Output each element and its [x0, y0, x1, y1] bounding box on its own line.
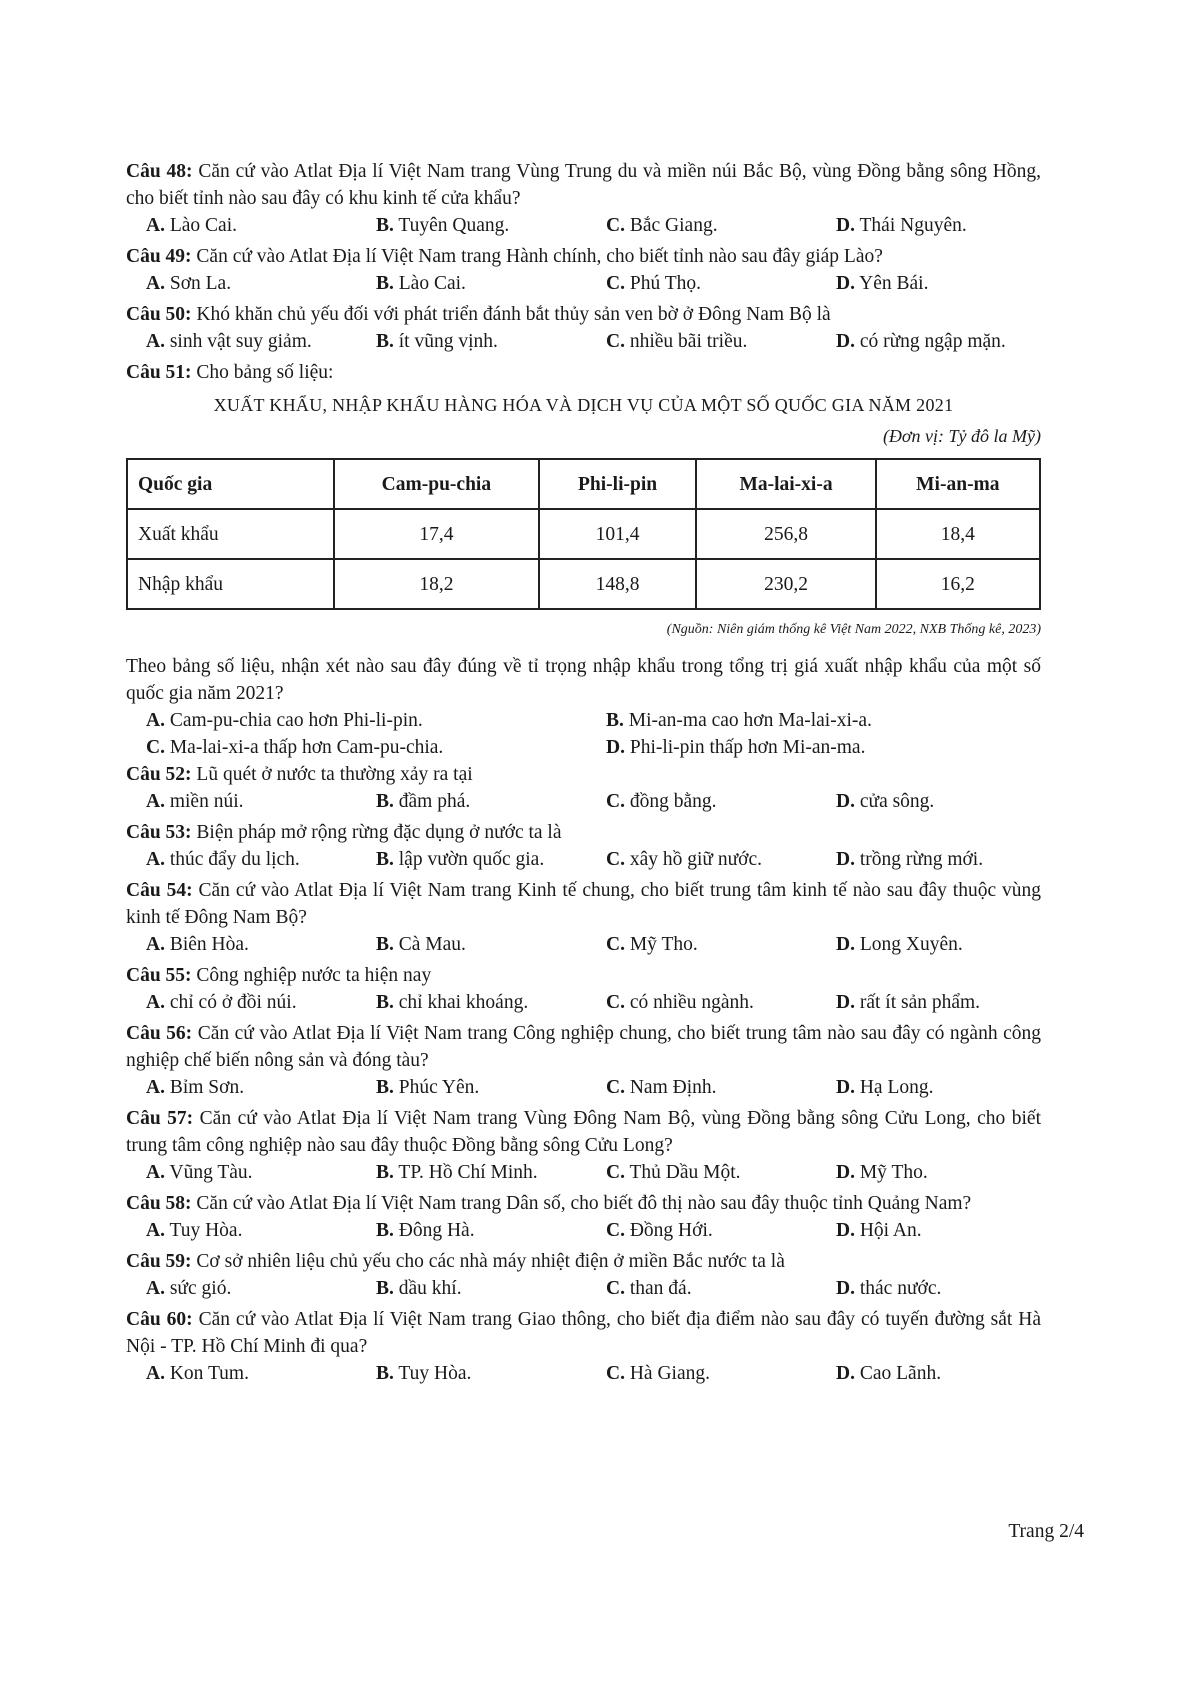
question-intro: Cho bảng số liệu:	[196, 362, 334, 383]
option-d: D. thác nước.	[836, 1278, 942, 1299]
table-header-cell: Quốc gia	[127, 459, 334, 509]
question-57	[126, 1105, 1041, 1186]
question-51	[126, 359, 1041, 761]
options-row	[146, 212, 1041, 239]
question-label: Câu 51:	[126, 362, 192, 383]
question-text: Công nghiệp nước ta hiện nay	[196, 965, 432, 986]
table-row	[127, 559, 1040, 609]
option-a: A. sinh vật suy giảm.	[146, 331, 312, 352]
exam-page	[126, 158, 1041, 1391]
option-d: D. rất ít sản phẩm.	[836, 992, 981, 1013]
question-label: Câu 60:	[126, 1309, 193, 1330]
option-a: A. Biên Hòa.	[146, 934, 249, 955]
question-label: Câu 49:	[126, 246, 192, 267]
question-56	[126, 1020, 1041, 1101]
question-label: Câu 54:	[126, 880, 193, 901]
question-48	[126, 158, 1041, 239]
option-d: D. Hội An.	[836, 1220, 922, 1241]
option-c: C. xây hồ giữ nước.	[606, 849, 763, 870]
option-b: B. lập vườn quốc gia.	[376, 849, 545, 870]
table-header-cell: Mi-an-ma	[876, 459, 1040, 509]
table-unit: (Đơn vị: Tỷ đô la Mỹ)	[882, 426, 1041, 446]
option-b: B. Phúc Yên.	[376, 1077, 480, 1098]
question-label: Câu 56:	[126, 1023, 193, 1044]
option-c: C. nhiều bãi triều.	[606, 331, 748, 352]
option-c: C. Bắc Giang.	[606, 215, 718, 236]
table-header-row	[127, 459, 1040, 509]
question-50	[126, 301, 1041, 355]
question-58	[126, 1190, 1041, 1244]
question-53	[126, 819, 1041, 873]
table-cell: 256,8	[696, 509, 875, 559]
option-c: C. đồng bằng.	[606, 791, 717, 812]
question-label: Câu 58:	[126, 1193, 192, 1214]
table-cell: 16,2	[876, 559, 1040, 609]
table-header-cell: Ma-lai-xi-a	[696, 459, 875, 509]
table-row	[127, 509, 1040, 559]
question-label: Câu 48:	[126, 161, 193, 182]
option-d: D. cửa sông.	[836, 791, 935, 812]
table-cell: 17,4	[334, 509, 539, 559]
options-grid	[146, 707, 1041, 761]
question-49	[126, 243, 1041, 297]
option-b: B. chỉ khai khoáng.	[376, 992, 529, 1013]
option-a: A. miền núi.	[146, 791, 244, 812]
options-row	[146, 1360, 1041, 1387]
table-cell: 18,4	[876, 509, 1040, 559]
question-54	[126, 877, 1041, 958]
data-table	[126, 458, 1041, 610]
question-label: Câu 57:	[126, 1108, 194, 1129]
option-b: B. dầu khí.	[376, 1278, 462, 1299]
options-row	[146, 270, 1041, 297]
option-d: D. trồng rừng mới.	[836, 849, 984, 870]
table-cell: 230,2	[696, 559, 875, 609]
option-b: B. đầm phá.	[376, 791, 471, 812]
option-d: D. Phi-li-pin thấp hơn Mi-an-ma.	[606, 737, 866, 758]
question-label: Câu 53:	[126, 822, 192, 843]
options-row	[146, 1074, 1041, 1101]
options-row	[146, 931, 1041, 958]
option-c: C. than đá.	[606, 1278, 692, 1299]
question-text: Căn cứ vào Atlat Địa lí Việt Nam trang Vùng Trung du và miền núi Bắc Bộ, vùng Đồng bằng sông Hồng, cho biết tỉnh nào sau đây có khu kinh tế cửa khẩu?	[126, 161, 1042, 209]
table-cell: 101,4	[539, 509, 697, 559]
table-header-cell: Phi-li-pin	[539, 459, 697, 509]
table-source: (Nguồn: Niên giám thống kê Việt Nam 2022, NXB Thống kê, 2023)	[666, 622, 1041, 637]
option-c: C. Đồng Hới.	[606, 1220, 713, 1241]
question-59	[126, 1248, 1041, 1302]
option-b: B. Cà Mau.	[376, 934, 466, 955]
question-text: Lũ quét ở nước ta thường xảy ra tại	[196, 764, 473, 785]
table-title: XUẤT KHẨU, NHẬP KHẨU HÀNG HÓA VÀ DỊCH VỤ CỦA MỘT SỐ QUỐC GIA NĂM 2021	[213, 395, 954, 415]
option-a: A. Cam-pu-chia cao hơn Phi-li-pin.	[146, 710, 423, 731]
option-c: C. Hà Giang.	[606, 1363, 710, 1384]
question-text: Cơ sở nhiên liệu chủ yếu cho các nhà máy nhiệt điện ở miền Bắc nước ta là	[196, 1251, 785, 1272]
question-60	[126, 1306, 1041, 1387]
question-text: Biện pháp mở rộng rừng đặc dụng ở nước ta là	[196, 822, 562, 843]
options-row	[146, 1217, 1041, 1244]
row-label: Nhập khẩu	[127, 559, 334, 609]
option-b: B. Đông Hà.	[376, 1220, 475, 1241]
question-label: Câu 55:	[126, 965, 192, 986]
option-c: C. có nhiều ngành.	[606, 992, 754, 1013]
option-c: C. Mỹ Tho.	[606, 934, 698, 955]
question-text: Căn cứ vào Atlat Địa lí Việt Nam trang Dân số, cho biết đô thị nào sau đây thuộc tỉnh Quảng Nam?	[196, 1193, 972, 1214]
options-row	[146, 1275, 1041, 1302]
option-a: A. thúc đẩy du lịch.	[146, 849, 300, 870]
option-c: C. Phú Thọ.	[606, 273, 701, 294]
option-a: A. chỉ có ở đồi núi.	[146, 992, 297, 1013]
option-a: A. Lào Cai.	[146, 215, 237, 236]
option-a: A. sức gió.	[146, 1278, 232, 1299]
options-row	[146, 989, 1041, 1016]
question-55	[126, 962, 1041, 1016]
question-text: Căn cứ vào Atlat Địa lí Việt Nam trang Kinh tế chung, cho biết trung tâm kinh tế nào sau đây thuộc vùng kinh tế Đông Nam Bộ?	[126, 880, 1042, 928]
question-label: Câu 50:	[126, 304, 192, 325]
row-label: Xuất khẩu	[127, 509, 334, 559]
table-header-cell: Cam-pu-chia	[334, 459, 539, 509]
option-b: B. TP. Hồ Chí Minh.	[376, 1162, 538, 1183]
option-a: A. Vũng Tàu.	[146, 1162, 253, 1183]
option-a: A. Sơn La.	[146, 273, 232, 294]
question-text: Khó khăn chủ yếu đối với phát triển đánh bắt thủy sản ven bờ ở Đông Nam Bộ là	[196, 304, 831, 325]
question-label: Câu 52:	[126, 764, 192, 785]
option-a: A. Tuy Hòa.	[146, 1220, 243, 1241]
option-c: C. Thủ Dầu Một.	[606, 1162, 741, 1183]
question-52	[126, 761, 1041, 815]
question-text: Căn cứ vào Atlat Địa lí Việt Nam trang Vùng Đông Nam Bộ, vùng Đồng bằng sông Cửu Long, cho biết trung tâm công nghiệp nào sau đây thuộc Đồng bằng sông Cửu Long?	[126, 1108, 1041, 1156]
question-text: Căn cứ vào Atlat Địa lí Việt Nam trang Hành chính, cho biết tỉnh nào sau đây giáp Lào?	[196, 246, 883, 267]
option-b: B. Tuyên Quang.	[376, 215, 510, 236]
option-c: C. Ma-lai-xi-a thấp hơn Cam-pu-chia.	[146, 737, 444, 758]
option-b: B. Mi-an-ma cao hơn Ma-lai-xi-a.	[606, 710, 872, 731]
option-b: B. ít vũng vịnh.	[376, 331, 498, 352]
option-b: B. Tuy Hòa.	[376, 1363, 472, 1384]
option-d: D. Thái Nguyên.	[836, 215, 967, 236]
table-cell: 148,8	[539, 559, 697, 609]
option-a: A. Bỉm Sơn.	[146, 1077, 245, 1098]
table-cell: 18,2	[334, 559, 539, 609]
question-text: Căn cứ vào Atlat Địa lí Việt Nam trang Giao thông, cho biết địa điểm nào sau đây có tuyến đường sắt Hà Nội - TP. Hồ Chí Minh đi qua?	[126, 1309, 1042, 1357]
option-c: C. Nam Định.	[606, 1077, 717, 1098]
question-text: Theo bảng số liệu, nhận xét nào sau đây đúng về tỉ trọng nhập khẩu trong tổng trị giá xuất nhập khẩu của một số quốc gia năm 2021?	[126, 656, 1041, 704]
option-b: B. Lào Cai.	[376, 273, 466, 294]
page-number: Trang 2/4	[1008, 1521, 1084, 1542]
options-row	[146, 846, 1041, 873]
option-d: D. có rừng ngập mặn.	[836, 331, 1006, 352]
question-label: Câu 59:	[126, 1251, 192, 1272]
option-d: D. Cao Lãnh.	[836, 1363, 942, 1384]
option-d: D. Yên Bái.	[836, 273, 929, 294]
option-a: A. Kon Tum.	[146, 1363, 249, 1384]
options-row	[146, 788, 1041, 815]
question-text: Căn cứ vào Atlat Địa lí Việt Nam trang Công nghiệp chung, cho biết trung tâm nào sau đây có ngành công nghiệp chế biến nông sản và đóng tàu?	[126, 1023, 1042, 1071]
options-row	[146, 1159, 1041, 1186]
option-d: D. Hạ Long.	[836, 1077, 934, 1098]
option-d: D. Mỹ Tho.	[836, 1162, 928, 1183]
option-d: D. Long Xuyên.	[836, 934, 963, 955]
options-row	[146, 328, 1041, 355]
